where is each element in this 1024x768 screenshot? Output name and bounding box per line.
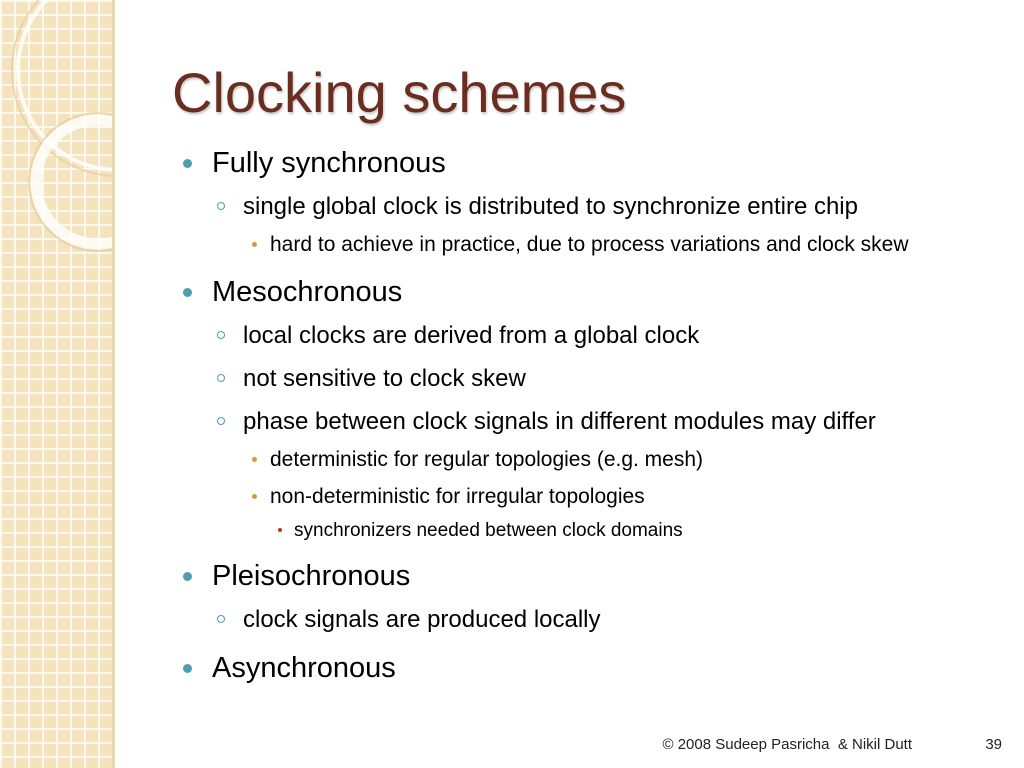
bullet-text: deterministic for regular topologies (e.g. mesh)	[270, 448, 704, 471]
level-four-bullet	[182, 518, 992, 544]
slide-title: Clocking schemes	[172, 61, 627, 124]
decorative-sidebar	[0, 0, 112, 768]
bullet-dot-icon	[183, 288, 192, 297]
bullet-ring-icon	[217, 417, 225, 425]
bullet-dot-icon	[278, 528, 282, 532]
bullet-ring-icon	[217, 374, 225, 382]
sub-sub-bullet	[182, 230, 992, 260]
bullet-text: phase between clock signals in different modules may differ	[243, 408, 876, 435]
copyright-text: © 2008 Sudeep Pasricha & Nikil Dutt	[662, 736, 912, 753]
slide-number: 39	[985, 736, 1002, 753]
sidebar-edge	[112, 0, 115, 768]
bullet-text: synchronizers needed between clock domains	[294, 520, 683, 541]
bullet-dot-icon	[183, 572, 192, 581]
sub-bullet	[182, 603, 992, 636]
bullet-text: hard to achieve in practice, due to process variations and clock skew	[270, 233, 909, 256]
bullet-dot-icon	[252, 494, 257, 499]
bullet-dot-icon	[252, 457, 257, 462]
bullet-text: Asynchronous	[212, 652, 396, 684]
bullet-text: clock signals are produced locally	[243, 606, 601, 633]
bullet-text: non-deterministic for irregular topologies	[270, 485, 645, 508]
bullet-dot-icon	[183, 664, 192, 673]
sub-bullet	[182, 362, 992, 395]
sub-bullet	[182, 319, 992, 352]
bullet-mesochronous	[182, 275, 992, 309]
bullet-text: single global clock is distributed to synchronize entire chip	[243, 193, 858, 220]
bullet-text: Mesochronous	[212, 276, 403, 308]
bullet-asynchronous	[182, 651, 992, 685]
bullet-fully-synchronous	[182, 146, 992, 180]
bullet-pleisochronous	[182, 559, 992, 593]
bullet-text: local clocks are derived from a global clock	[243, 322, 700, 349]
bullet-list	[182, 146, 992, 685]
sub-bullet	[182, 405, 992, 438]
bullet-dot-icon	[252, 242, 257, 247]
ring-decoration-icon	[0, 0, 112, 768]
sub-sub-bullet	[182, 445, 992, 475]
bullet-text: Pleisochronous	[212, 560, 411, 592]
sub-sub-bullet	[182, 482, 992, 512]
bullet-dot-icon	[183, 159, 192, 168]
bullet-ring-icon	[217, 615, 225, 623]
bullet-text: Fully synchronous	[212, 147, 446, 179]
bullet-text: not sensitive to clock skew	[243, 365, 526, 392]
sub-bullet	[182, 190, 992, 223]
bullet-ring-icon	[217, 202, 225, 210]
bullet-ring-icon	[217, 331, 225, 339]
